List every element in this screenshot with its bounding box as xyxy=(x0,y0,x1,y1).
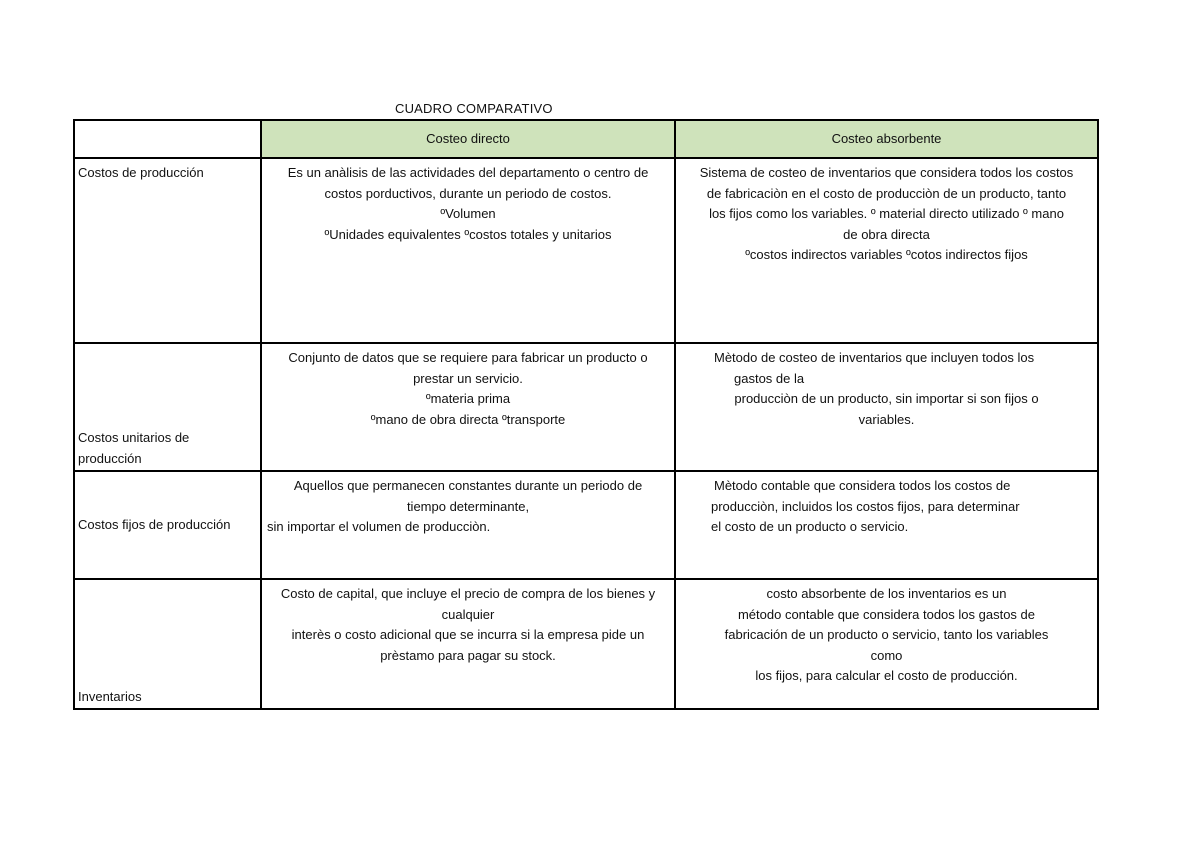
cell-text-line: ºmano de obra directa ºtransporte xyxy=(370,411,566,427)
cell-text-line: ºcostos indirectos variables ºcotos indirectos fijos xyxy=(745,247,1028,262)
cell-text-line: ºVolumen xyxy=(440,206,496,221)
comparison-table xyxy=(73,119,1099,710)
header-costeo-absorbente: Costeo absorbente xyxy=(675,120,1098,158)
table-row xyxy=(74,343,1098,471)
row-label-text: Costos de producción xyxy=(78,165,204,180)
row-label-text: Costos unitarios de xyxy=(78,430,190,445)
cell-text-line: de obra directa xyxy=(843,226,930,242)
cell-directo xyxy=(261,343,675,471)
cell-text-line: los fijos como los variables. º material directo utilizado º mano xyxy=(709,206,1064,221)
cell-text-line: Mètodo de costeo de inventarios que incluyen todos los xyxy=(714,350,1035,365)
cell-text-line: costo absorbente de los inventarios es un xyxy=(766,586,1007,601)
cell-text-line: como xyxy=(870,647,903,663)
cell-text-line: producciòn de un producto, sin importar si son fijos o xyxy=(734,391,1039,406)
cell-text-line: ºmateria prima xyxy=(425,391,511,406)
table-row xyxy=(74,158,1098,343)
cell-text-line: Conjunto de datos que se requiere para fabricar un producto o xyxy=(288,350,648,365)
cell-text-line: Mètodo contable que considera todos los costos de xyxy=(714,478,1011,493)
cell-text-line: tiempo determinante, xyxy=(406,498,530,514)
page-title: CUADRO COMPARATIVO xyxy=(395,101,553,116)
cell-text-line: Aquellos que permanecen constantes durante un periodo de xyxy=(293,478,643,493)
cell-text-line: sin importar el volumen de producciòn. xyxy=(267,519,491,534)
row-label-costos-fijos xyxy=(74,471,261,579)
cell-directo xyxy=(261,579,675,709)
row-label-text: Inventarios xyxy=(78,688,142,704)
row-label-text: producción xyxy=(78,450,142,466)
cell-text-line: Costo de capital, que incluye el precio de compra de los bienes y xyxy=(280,586,656,601)
cell-absorbente xyxy=(675,158,1098,343)
cell-text-line: gastos de la xyxy=(734,370,805,386)
cell-text-line: producciòn, incluidos los costos fijos, para determinar xyxy=(711,498,1020,514)
cell-text-line: interès o costo adicional que se incurra si la empresa pide un xyxy=(291,627,645,642)
cell-text-line: Es un anàlisis de las actividades del departamento o centro de xyxy=(287,165,649,180)
row-label-costos-produccion xyxy=(74,158,261,343)
cell-text-line: ºUnidades equivalentes ºcostos totales y unitarios xyxy=(324,226,612,242)
header-row xyxy=(74,120,1098,158)
cell-text-line: los fijos, para calcular el costo de producción. xyxy=(755,668,1018,683)
cell-text-line: el costo de un producto o servicio. xyxy=(711,519,909,534)
cell-text-line: costos porductivos, durante un periodo de costos. xyxy=(324,185,612,201)
cell-directo xyxy=(261,471,675,579)
row-label-costos-unitarios xyxy=(74,343,261,471)
table-row xyxy=(74,471,1098,579)
row-label-text: Costos fijos de producción xyxy=(78,516,231,532)
cell-text-line: Sistema de costeo de inventarios que considera todos los costos xyxy=(699,165,1074,180)
header-corner-cell xyxy=(74,120,261,158)
cell-text-line: prèstamo para pagar su stock. xyxy=(380,647,556,663)
cell-text-line: variables. xyxy=(858,411,915,427)
cell-absorbente xyxy=(675,343,1098,471)
table-row xyxy=(74,579,1098,709)
cell-absorbente xyxy=(675,579,1098,709)
header-costeo-directo: Costeo directo xyxy=(261,120,675,158)
cell-absorbente xyxy=(675,471,1098,579)
row-label-inventarios xyxy=(74,579,261,709)
cell-text-line: de fabricaciòn en el costo de producciòn de un producto, tanto xyxy=(706,185,1067,201)
cell-text-line: cualquier xyxy=(441,606,495,622)
cell-text-line: método contable que considera todos los gastos de xyxy=(737,606,1036,622)
cell-text-line: prestar un servicio. xyxy=(413,370,523,386)
cell-text-line: fabricación de un producto o servicio, tanto los variables xyxy=(724,627,1049,642)
cell-directo xyxy=(261,158,675,343)
